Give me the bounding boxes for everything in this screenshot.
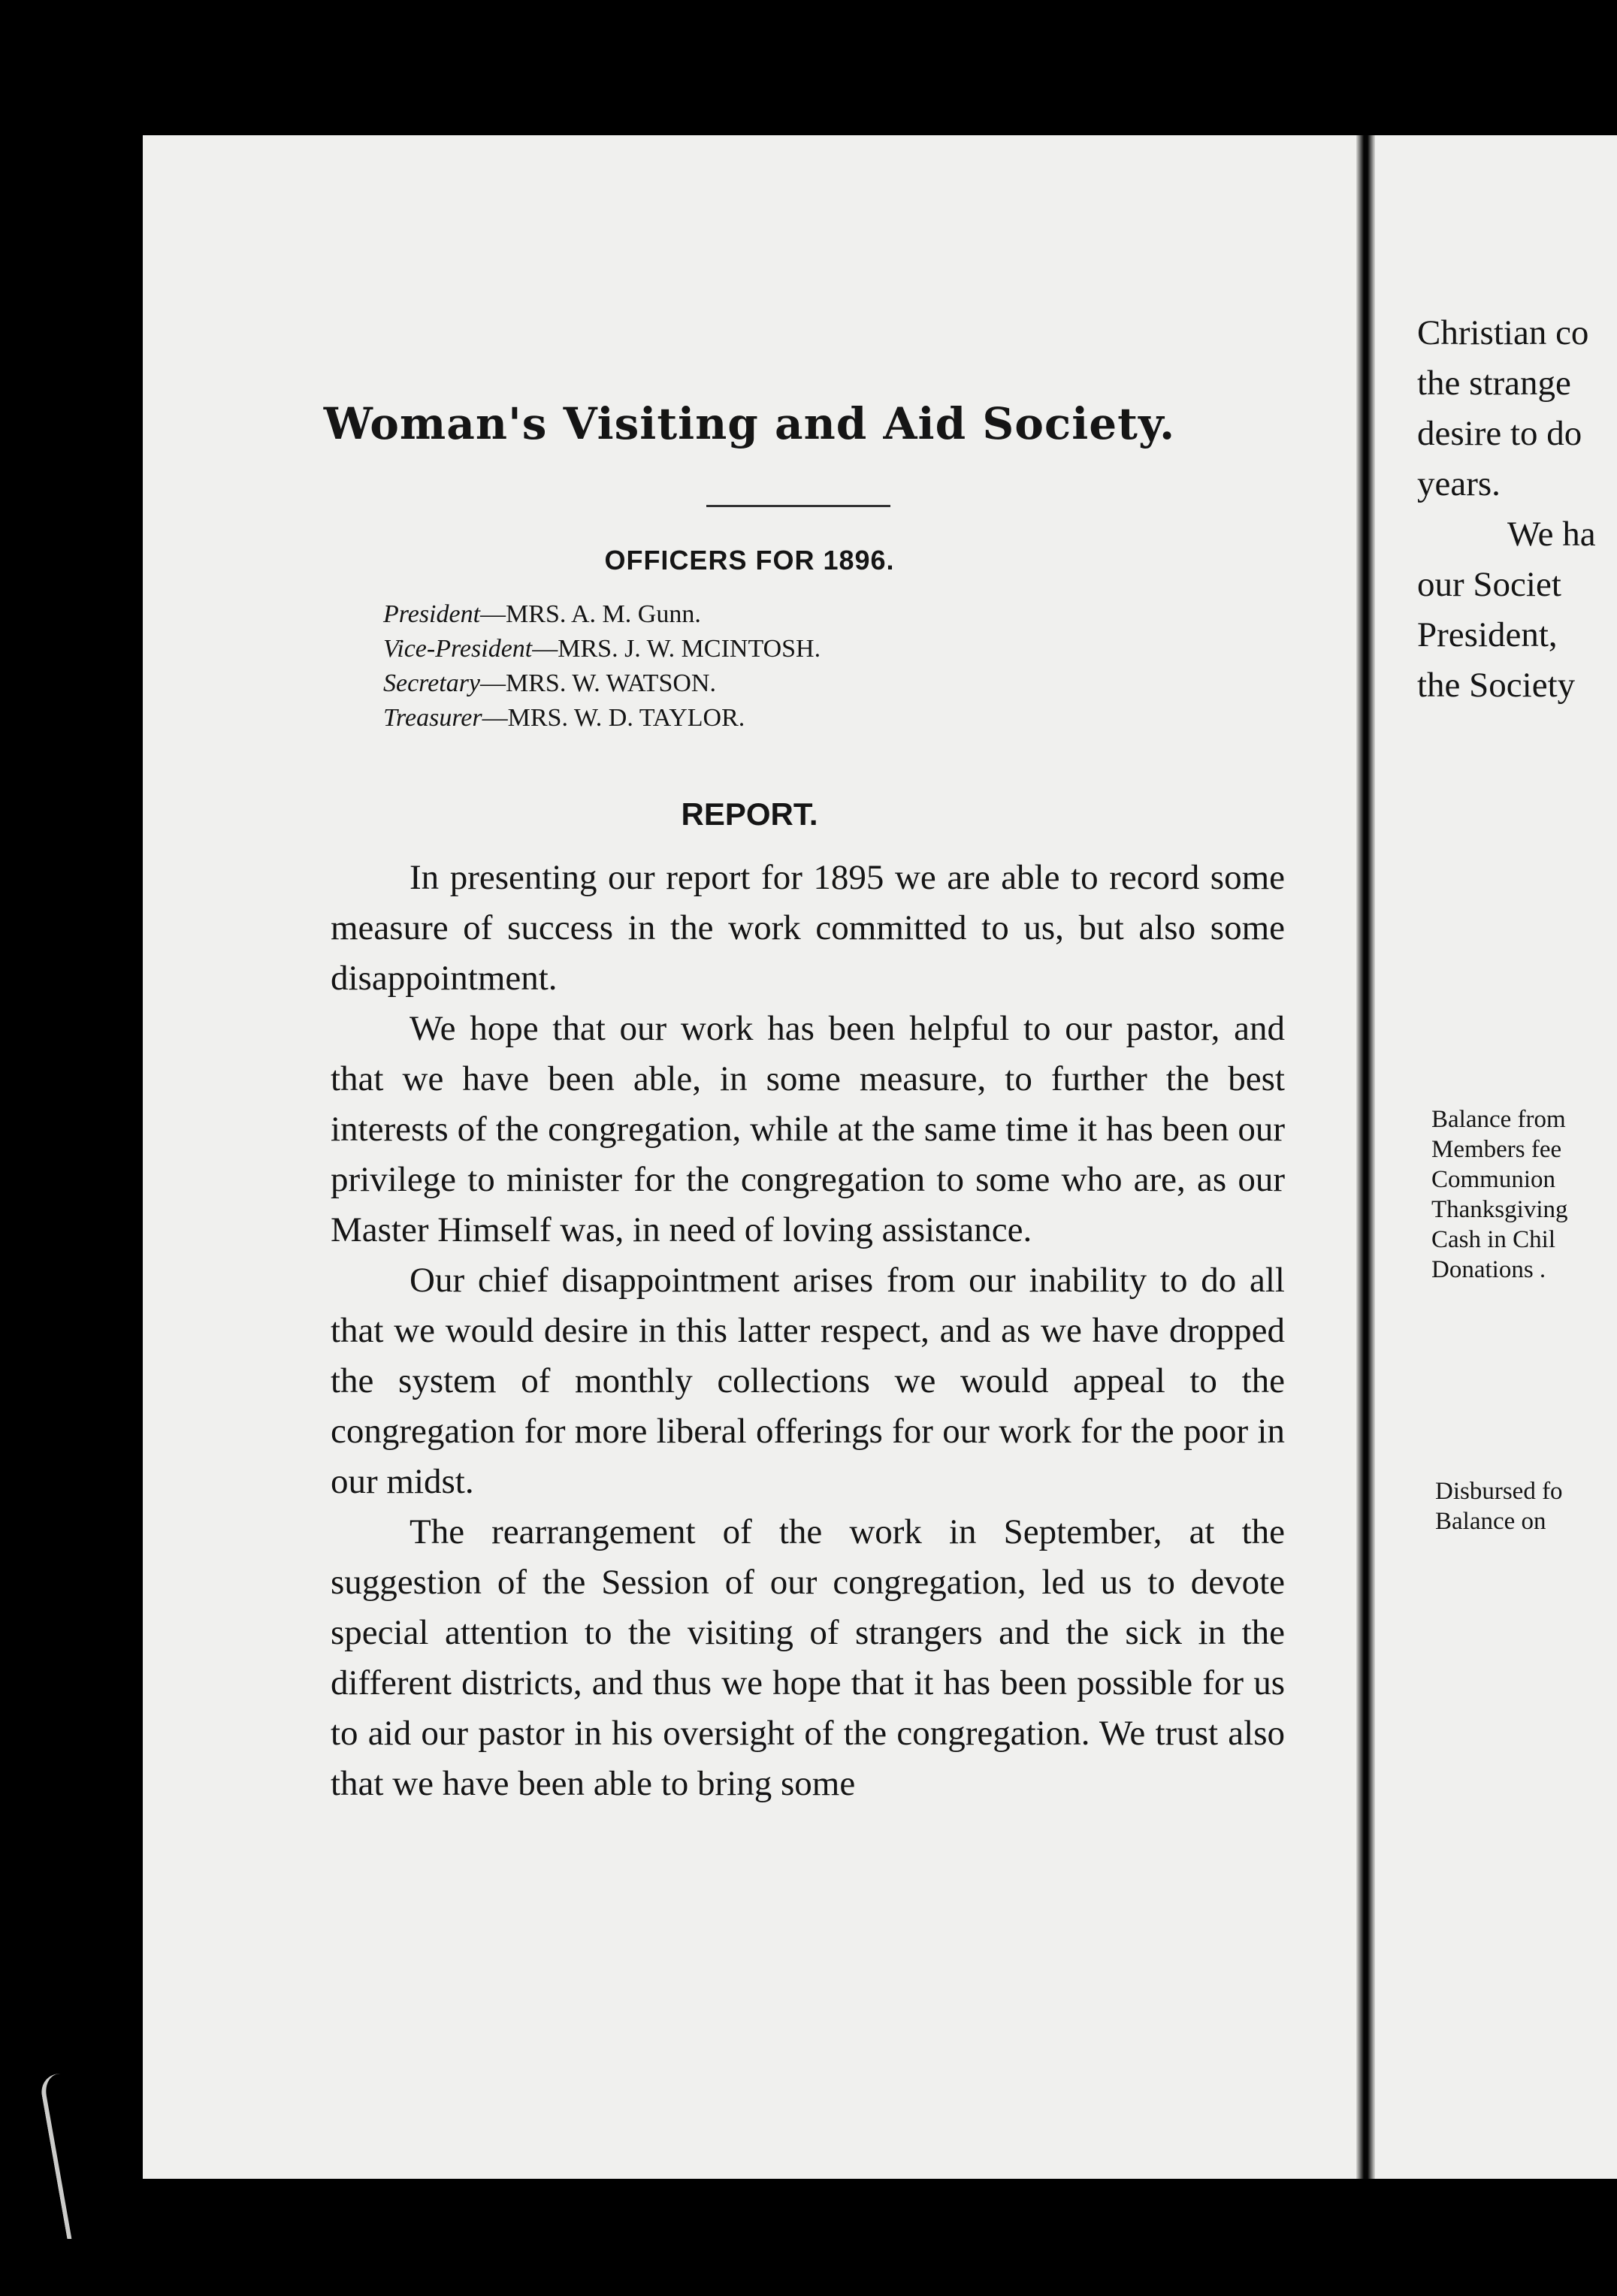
- report-paragraph: We hope that our work has been helpful to our pastor, and that we have been able, in some measure, to further the best interests of the congregation, while at the same time it has been our privilege to minister for the congregation to some who are, as our Master Himself was, in need of loving assistance.: [331, 1009, 1285, 1249]
- officer-vice-president: Vice-President—MRS. J. W. MCINTOSH.: [383, 635, 821, 663]
- officer-role: Vice-President: [383, 635, 533, 663]
- officer-treasurer: Treasurer—MRS. W. D. TAYLOR.: [383, 704, 745, 732]
- officer-name: MRS. J. W. MCINTOSH.: [558, 635, 821, 663]
- right-text-line: the strange: [1417, 364, 1571, 403]
- officer-name: MRS. W. D. TAYLOR.: [507, 704, 745, 732]
- right-page: [1375, 135, 1617, 2179]
- account-receipts: [1431, 1104, 1567, 1285]
- society-title: Woman's Visiting and Aid Society.: [323, 398, 1176, 449]
- right-text-line: We ha: [1507, 515, 1596, 554]
- scan-artifact: [38, 2074, 125, 2239]
- right-text-line: Christian co: [1417, 313, 1589, 352]
- right-text-line: the Society: [1417, 666, 1576, 705]
- account-line: Cash in Chil: [1431, 1226, 1556, 1253]
- officer-role: Treasurer: [383, 704, 482, 732]
- right-page-text: [1417, 308, 1617, 711]
- account-disbursements: [1435, 1476, 1563, 1536]
- report-paragraph: In presenting our report for 1895 we are able to record some measure of success in the work committed to us, but also some disappointment.: [331, 858, 1285, 998]
- right-text-line: our Societ: [1417, 565, 1561, 604]
- account-line: Members fee: [1431, 1136, 1562, 1163]
- account-line: Communion: [1431, 1166, 1556, 1193]
- account-line: Balance on: [1435, 1508, 1546, 1535]
- report-body: [331, 853, 1285, 1809]
- officer-secretary: Secretary—MRS. W. WATSON.: [383, 669, 716, 697]
- report-paragraph: The rearrangement of the work in September, at the suggestion of the Session of our congregation, led us to devote special attention to the visiting of strangers and the sick in the different districts, and thus we hope that it has been possible for us to aid our pastor in his oversight of the congregation. We trust also that we have been able to bring some: [331, 1512, 1285, 1803]
- officer-role: Secretary: [383, 669, 481, 697]
- right-text-line: desire to do: [1417, 414, 1582, 453]
- right-text-line: years.: [1417, 464, 1501, 503]
- account-line: Donations .: [1431, 1256, 1546, 1283]
- report-heading: REPORT.: [681, 796, 818, 832]
- account-line: Balance from: [1431, 1106, 1566, 1133]
- title-divider: [706, 505, 890, 507]
- officer-name: MRS. A. M. Gunn.: [506, 600, 701, 628]
- officers-list: [383, 597, 821, 736]
- officer-name: MRS. W. WATSON.: [506, 669, 716, 697]
- officer-role: President: [383, 600, 481, 628]
- report-paragraph: Our chief disappointment arises from our inability to do all that we would desire in this latter respect, and as we have dropped the system of monthly collections we would appeal to the congregation for more liberal offerings for our work for the poor in our midst.: [331, 1261, 1285, 1501]
- right-text-line: President,: [1417, 615, 1558, 654]
- left-page: [143, 135, 1356, 2179]
- officers-heading: OFFICERS FOR 1896.: [604, 545, 895, 576]
- account-line: Thanksgiving: [1431, 1196, 1568, 1223]
- officer-president: President—MRS. A. M. Gunn.: [383, 600, 701, 628]
- account-line: Disbursed fo: [1435, 1478, 1563, 1505]
- page-gutter: [1356, 135, 1375, 2179]
